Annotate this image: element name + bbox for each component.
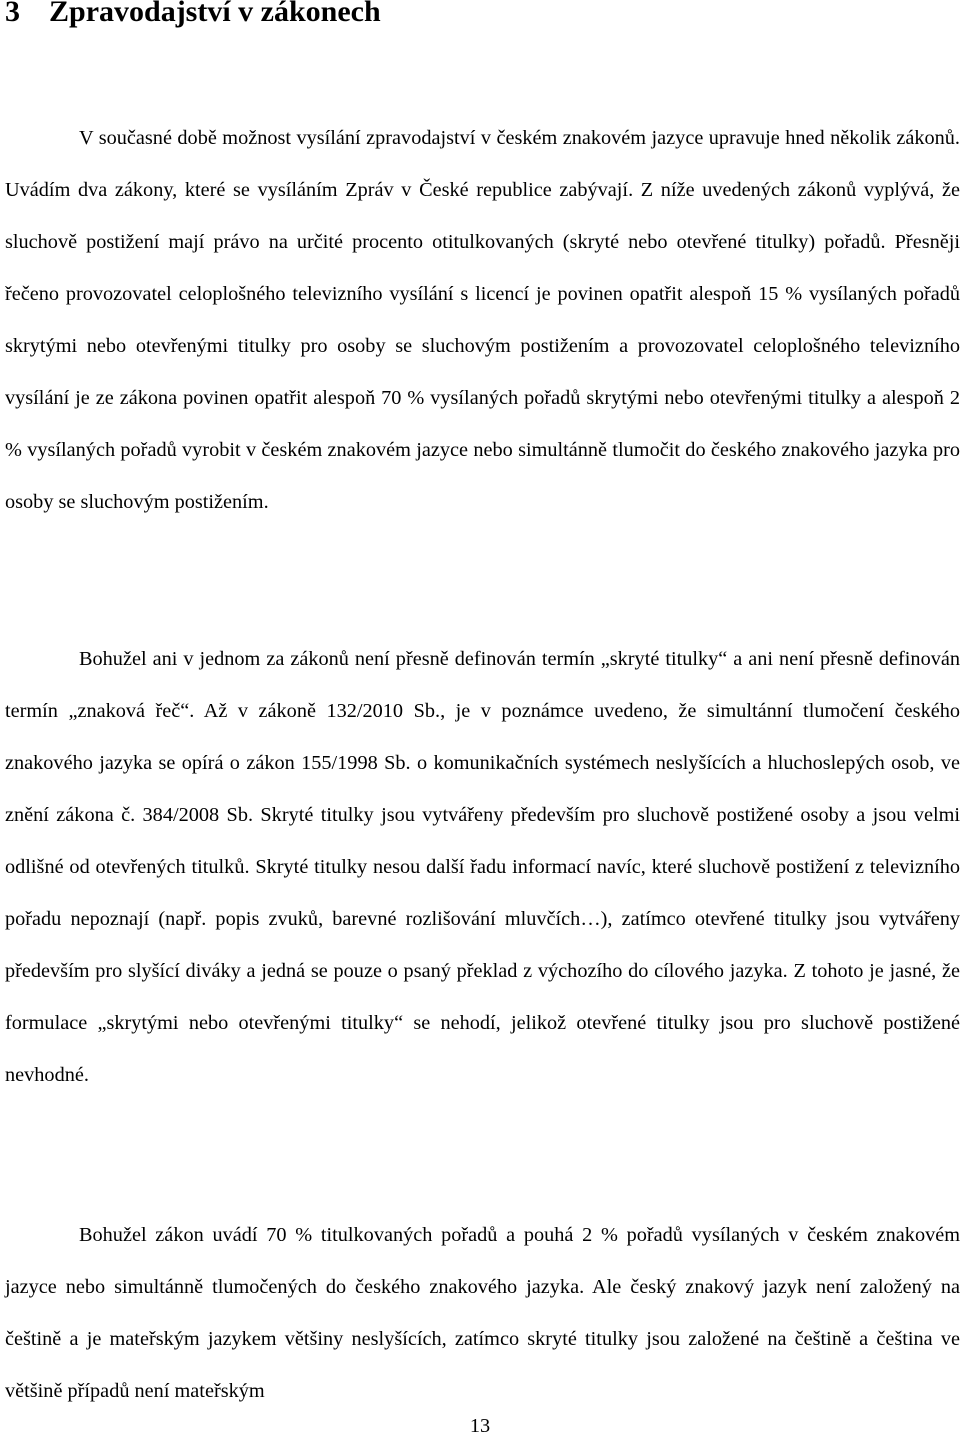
section-heading [5, 0, 381, 38]
page-number: 13 [469, 1415, 491, 1437]
paragraph [5, 112, 960, 528]
paragraph-text: V současné době možnost vysílání zpravodajství v českém znakovém jazyce upravuje hned několik zákonů. Uvádím dva zákony, které se vysíláním Zpráv v České republice zabývají. Z níže uvedených zákonů vyplývá, že sluchově postižení mají právo na určité procento otitulkovaných (skryté nebo otevřené titulky) pořadů. Přesněji řečeno provozovatel celoplošného televizního vysílání s licencí je povinen opatřit alespoň 15 % vysílaných pořadů skrytými nebo otevřenými titulky pro osoby se sluchovým postižením a provozovatel celoplošného televizního vysílání je ze zákona povinen opatřit alespoň 70 % vysílaných pořadů skrytými nebo otevřenými titulky a alespoň 2 % vysílaných pořadů vyrobit v českém znakovém jazyce nebo simultánně tlumočit do českého znakového jazyka pro osoby se sluchovým postižením. [5, 127, 960, 513]
section-title: Zpravodajství v zákonech [49, 0, 381, 28]
paragraph-text: Bohužel zákon uvádí 70 % titulkovaných pořadů a pouhá 2 % pořadů vysílaných v českém znakovém jazyce nebo simultánně tlumočených do českého znakového jazyka. Ale český znakový jazyk není založený na češtině a je mateřským jazykem většiny neslyšících, zatímco skryté titulky jsou založené na češtině a čeština ve většině případů není mateřským [5, 1224, 960, 1402]
paragraph [5, 633, 960, 1101]
section-number: 3 [5, 0, 20, 28]
paragraph [5, 1209, 960, 1417]
paragraph-text: Bohužel ani v jednom za zákonů není přesně definován termín „skryté titulky“ a ani není přesně definován termín „znaková řeč“. Až v zákoně 132/2010 Sb., je v poznámce uvedeno, že simultánní tlumočení českého znakového jazyka se opírá o zákon 155/1998 Sb. o komunikačních systémech neslyšících a hluchoslepých osob, ve znění zákona č. 384/2008 Sb. Skryté titulky jsou vytvářeny především pro sluchově postižené osoby a jsou velmi odlišné od otevřených titulků. Skryté titulky nesou další řadu informací navíc, které sluchově postižení z televizního pořadu nepoznají (např. popis zvuků, barevné rozlišování mluvčích…), zatímco otevřené titulky jsou vytvářeny především pro slyšící diváky a jedná se pouze o psaný překlad z výchozího do cílového jazyka. Z tohoto je jasné, že formulace „skrytými nebo otevřenými titulky“ se nehodí, jelikož otevřené titulky jsou pro sluchově postižené nevhodné. [5, 648, 960, 1086]
